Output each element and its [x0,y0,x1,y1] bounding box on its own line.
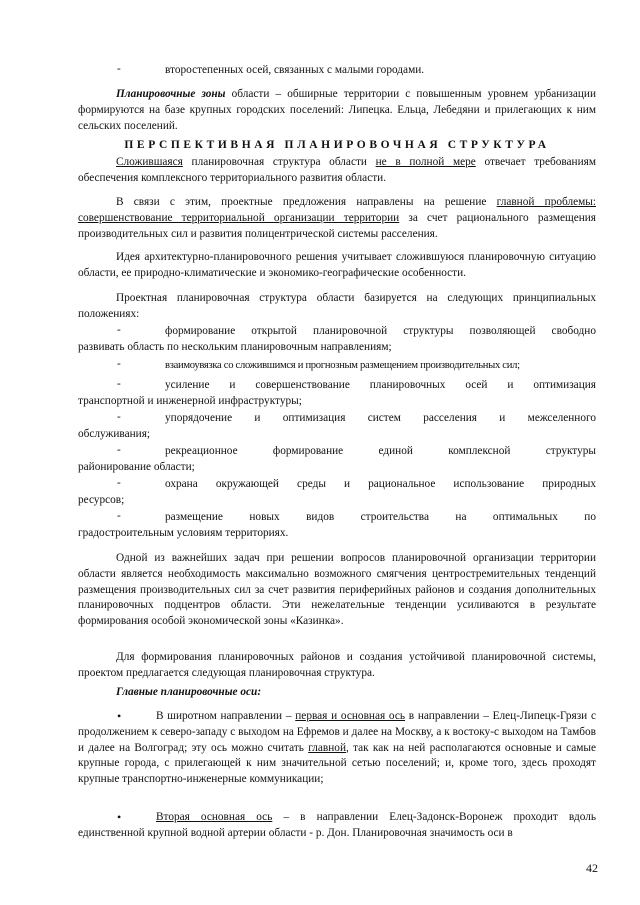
paragraph-planning-zones [78,87,596,134]
paragraph-existing-structure [78,155,596,187]
text-run: за счет рационального размещения производительных сил и развития полицентрической системы расселения. [78,211,597,240]
list-item-continuation: развивать область по нескольким планировочным направлениям; [78,341,392,353]
list-item-continuation: транспортной и инженерной инфраструктуры; [78,395,302,407]
planning-zones-term: Планировочные зоны [116,88,226,100]
bullet-icon: • [117,709,122,723]
underlined-text: Вторая основная ось [156,811,273,823]
list-item-first-line: рекреационное формирование единой комплексной структуры [165,445,596,457]
paragraph-proposed-structure: Для формирования планировочных районов и создания устойчивой планировочной системы, проектом предлагается следующая планировочная структура. [78,651,596,679]
text-run: В широтном направлении – [156,710,296,722]
underlined-text: не в полной мере [375,156,476,168]
list-dash: - [117,477,121,489]
underlined-text: главной проблемы: совершенствование территориальной организации территории [78,196,596,224]
paragraph-main-problem [78,195,596,242]
list-item-text: второстепенных осей, связанных с малыми городами. [165,64,425,76]
bullet-paragraph-first-axis [78,709,596,788]
list-dash: - [117,63,121,75]
text-run: В связи с этим, проектные предложения направлены на решение [116,196,497,208]
list-item-continuation: градостроительным условиям территориях. [78,527,289,539]
text-run: планировочная структура области [182,156,376,168]
text-run: отвечает требованиям обеспечения комплексного территориального развития области. [78,156,596,184]
list-item-first-line: взаимоувязка со сложившимся и прогнозным размещением производительных сил; [165,360,520,371]
list-dash: - [117,444,121,456]
underlined-text: первая и основная ось [295,710,406,722]
paragraph-idea: Идея архитектурно-планировочного решения учитывает сложившуюся планировочную ситуацию области, ее природно-климатические и экономико-географические особенности. [78,251,596,279]
list-item-continuation: ресурсов; [78,494,125,506]
paragraph-main-task: Одной из важнейших задач при решении вопросов планировочной организации территории области является необходимость максимально возможного смягчения центростремительных тенденций размещения производительных сил за счет развития периферийных районов и создания дополнительных планировочных подцентров области. Эти нежелательные тенденции усиливаются в результате формирования особой экономической зоны «Казинка». [78,552,596,628]
main-axes-label: Главные планировочные оси: [116,686,262,698]
list-dash: - [117,358,121,370]
underlined-text: Сложившаяся [116,156,183,168]
bullet-icon: • [117,810,122,824]
bullet-paragraph-second-axis [78,810,596,842]
text-run: , так как на ней располагаются основные и самые крупные города, с прилегающей к ним значительной сетью поселений; и, кроме того, здесь проходят крупные транспортно-инженерные коммуникации; [78,741,596,786]
paragraph-principles: Проектная планировочная структура области базируется на следующих принципиальных положениях: [78,292,596,320]
list-item-continuation: обслуживания; [78,428,151,440]
page-number: 42 [586,861,598,875]
list-dash: - [117,411,121,423]
list-item-first-line: формирование открытой планировочной структуры позволяющей свободно [165,325,596,337]
list-item-continuation: районирование области; [78,461,195,473]
list-item-first-line: усиление и совершенствование планировочных осей и оптимизация [165,379,596,391]
list-item-first-line: размещение новых видов строительства на оптимальных по [165,511,596,523]
underlined-text: главной [308,741,346,754]
section-heading: ПЕРСПЕКТИВНАЯ ПЛАНИРОВОЧНАЯ СТРУКТУРА [124,139,550,151]
list-item-first-line: охрана окружающей среды и рациональное использование природных [165,478,596,490]
text-run: в направлении – Елец-Липецк-Грязи с продолжением к северо-западу с выходом на Ефремов и далее на Москву, а к востоку-с выходом на Тамбов и далее на Волгоград; эту ось можно считать [78,710,596,754]
list-dash: - [117,324,121,336]
list-dash: - [117,378,121,390]
subheading-main-axes [78,685,596,701]
text-run: – в направлении Елец-Задонск-Воронеж проходит вдоль единственной крупной водной артерии области - р. Дон. Планировочная значимость оси в [78,811,596,839]
planning-zones-text: области – обширные территории с повышенным уровнем урбанизации формируются на базе крупных городских поселений: Липецка. Ельца, Лебедяни и прилегающих к ним сельских поселений. [78,88,597,132]
list-dash: - [117,510,121,522]
list-item-first-line: упорядочение и оптимизация систем расселения и межселенного [165,412,596,424]
